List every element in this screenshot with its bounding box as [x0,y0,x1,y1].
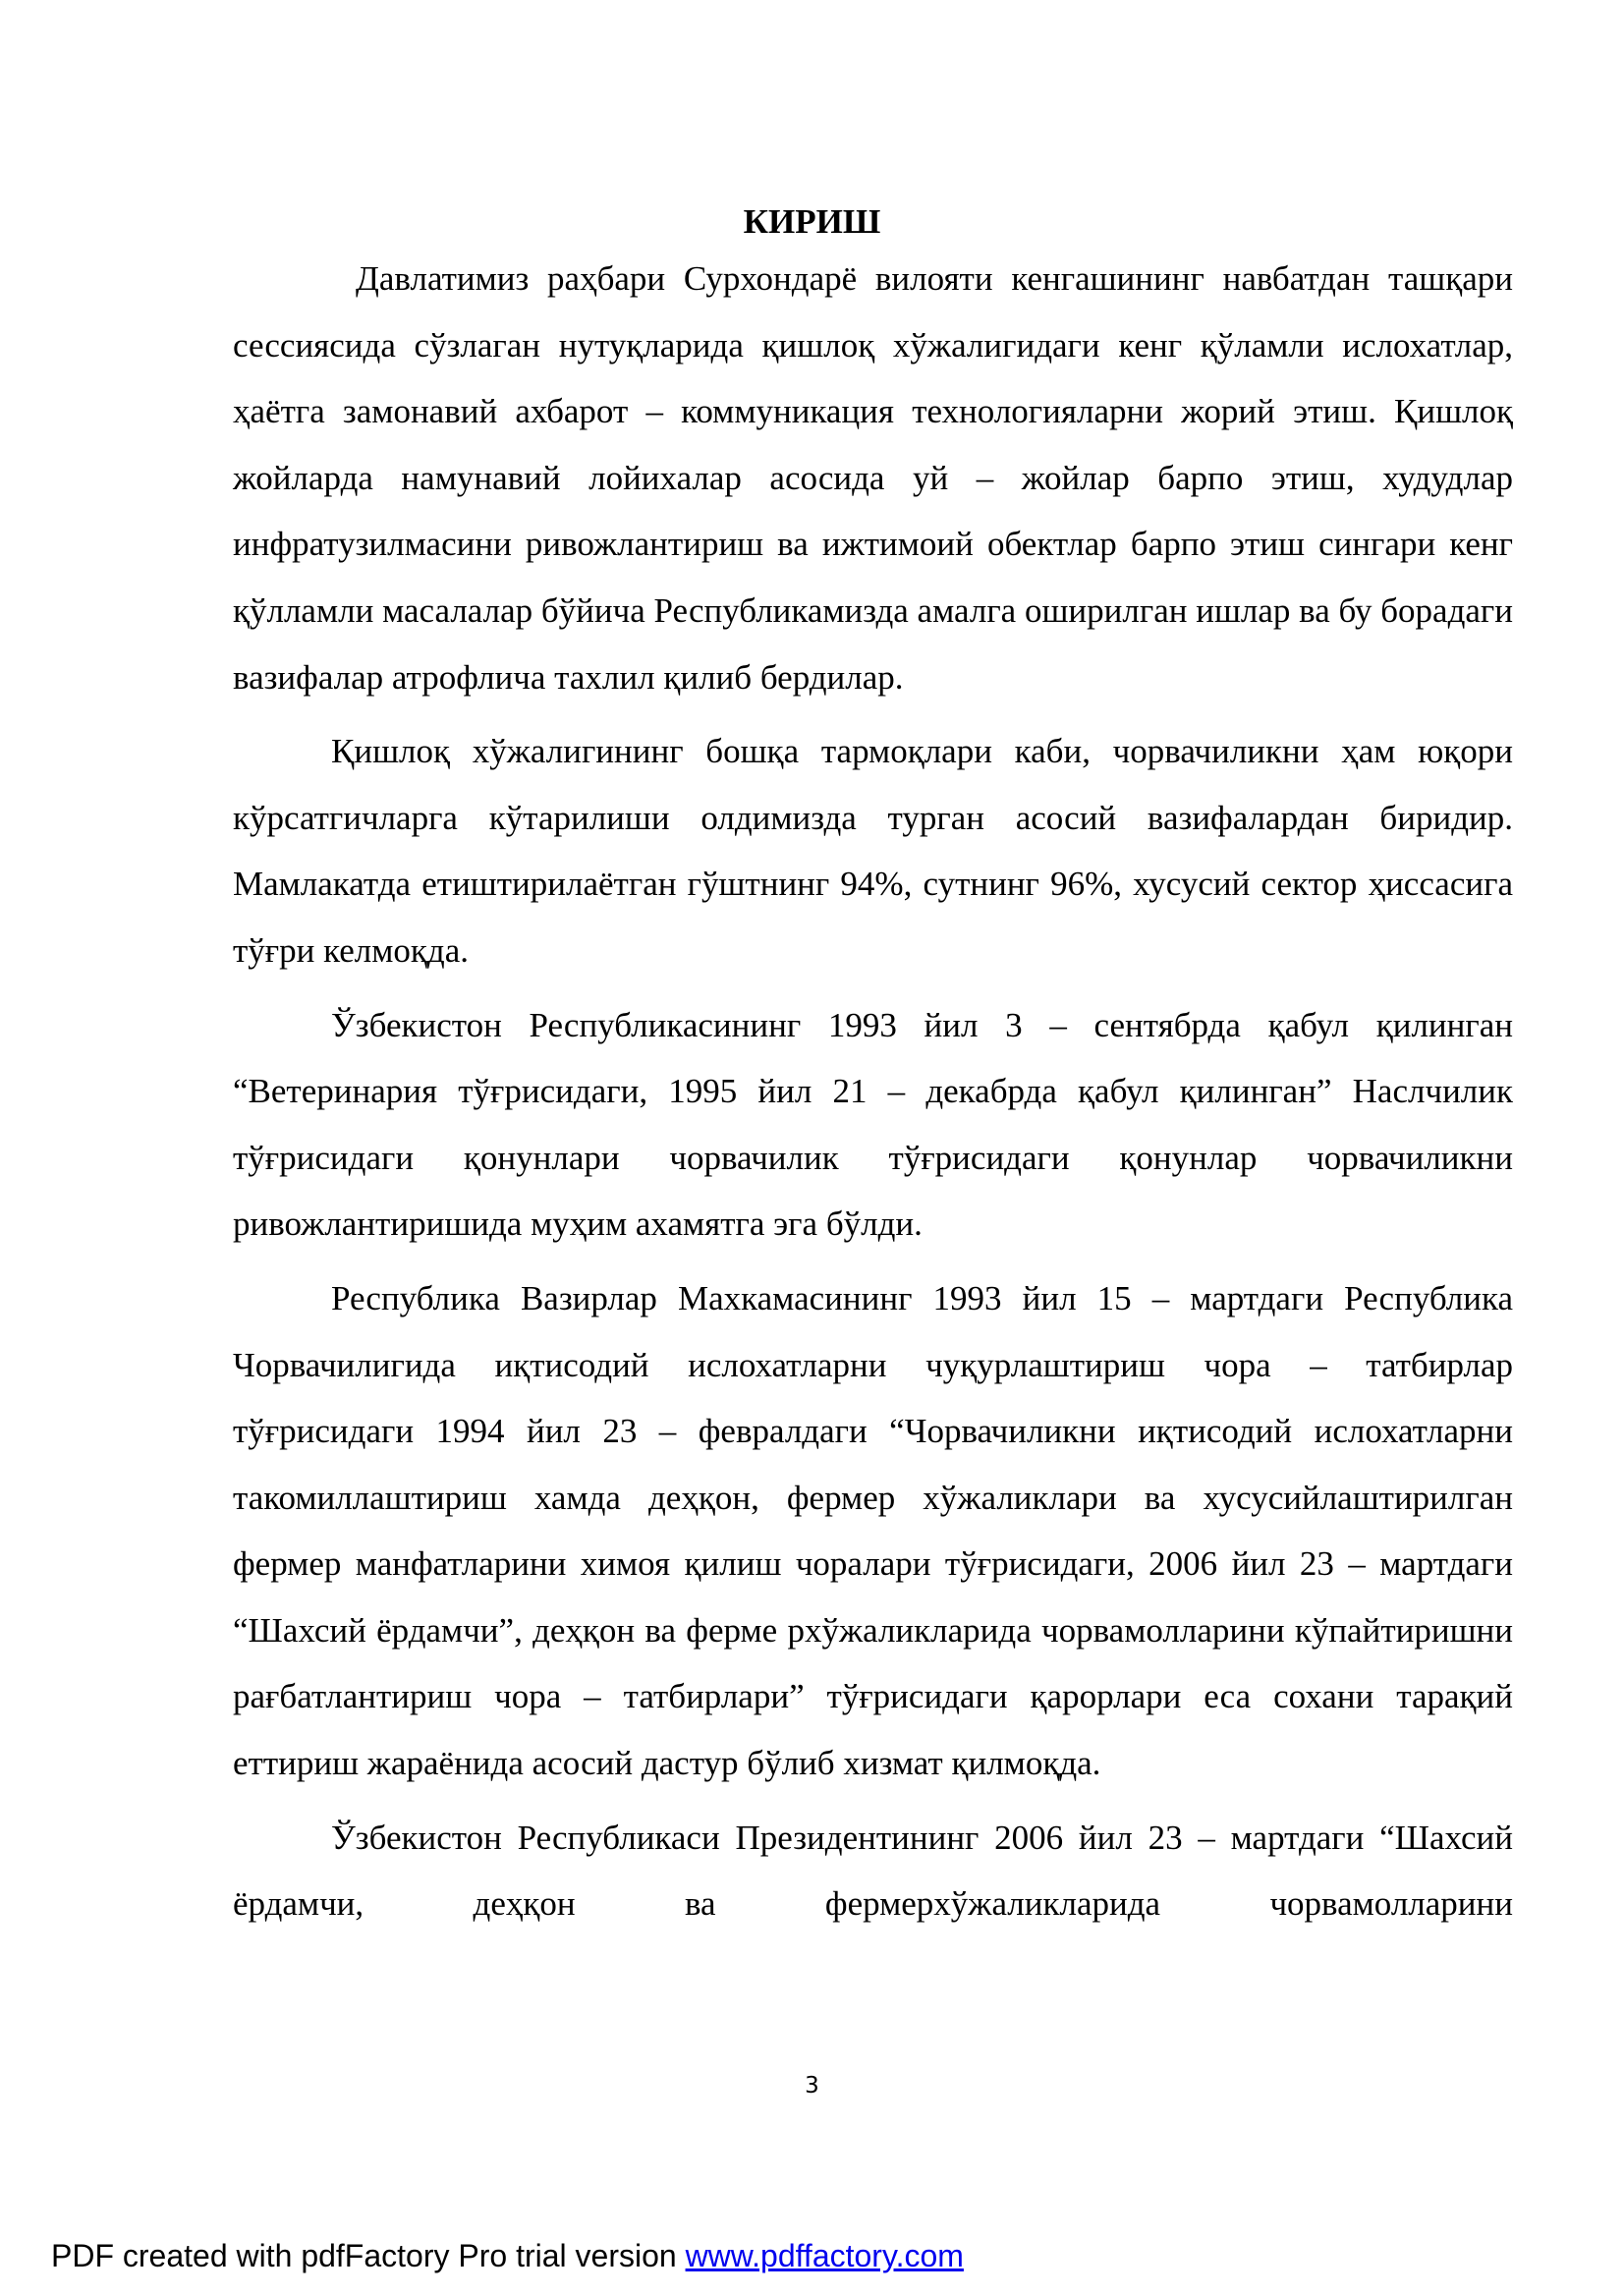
paragraph: Ўзбекистон Республикасининг 1993 йил 3 – сентябрда қабул қилинган “Ветеринария тўғрисидаги, 1995 йил 21 – декабрда қабул қилинган” Наслчилик тўғрисидаги қонунлари чорвачилик тўғрисидаги қонунлар чорвачиликни ривожлантиришида муҳим ахамятга эга бўлди. [233,1005,1513,1244]
pdf-watermark-footer [51,2236,964,2275]
paragraph: Давлатимиз раҳбари Сурхондарё вилояти кенгашининг навбатдан ташқари сессиясида сўзлаган нутуқларида қишлоқ хўжалигидаги кенг қўламли ислохатлар, ҳаётга замонавий ахбарот – коммуникация технологияларни жорий этиш. Қишлоқ жойларда намунавий лойихалар асосида уй – жойлар барпо этиш, худудлар инфратузилмасини ривожлантириш ва ижтимоий обектлар барпо этиш сингари кенг қўлламли масалалар бўйича Республикамизда амалга оширилган ишлар ва бу борадаги вазифалар атрофлича тахлил қилиб бердилар. [233,259,1513,697]
paragraph: Ўзбекистон Республикаси Президентининг 2006 йил 23 – мартдаги “Шахсий ёрдамчи, деҳқон ва фермерхўжаликларида чорвамолларини [233,1818,1513,1924]
page-number: 3 [805,2073,819,2099]
paragraph: Қишлоқ хўжалигининг бошқа тармоқлари каби, чорвачиликни ҳам юқори кўрсатгичларга кўтарилиши олдимизда турган асосий вазифалардан биридир. Мамлакатда етиштирилаётган гўштнинг 94%, сутнинг 96%, хусусий сектор ҳиссасига тўғри келмоқда. [233,732,1513,970]
document-heading: КИРИШ [743,202,881,241]
document-body [233,246,1513,1945]
paragraph: Республика Вазирлар Махкамасининг 1993 йил 15 – мартдаги Республика Чорвачилигида иқтисодий ислохатларни чуқурлаштириш чора – татбирлар тўғрисидаги 1994 йил 23 – февралдаги “Чорвачиликни иқтисодий ислохатларни такомиллаштириш хамда деҳқон, фермер хўжаликлари ва хусусийлаштирилган фермер манфатларини химоя қилиш чоралари тўғрисидаги, 2006 йил 23 – мартдаги “Шахсий ёрдамчи”, деҳқон ва ферме рхўжаликларида чорвамолларини кўпайтиришни рағбатлантириш чора – татбирлари” тўғрисидаги қарорлари еса сохани тарақий еттириш жараёнида асосий дастур бўлиб хизмат қилмоқда. [233,1278,1513,1783]
footer-text: PDF created with pdfFactory Pro trial version [51,2238,686,2273]
pdffactory-link[interactable]: www.pdffactory.com [685,2238,964,2273]
